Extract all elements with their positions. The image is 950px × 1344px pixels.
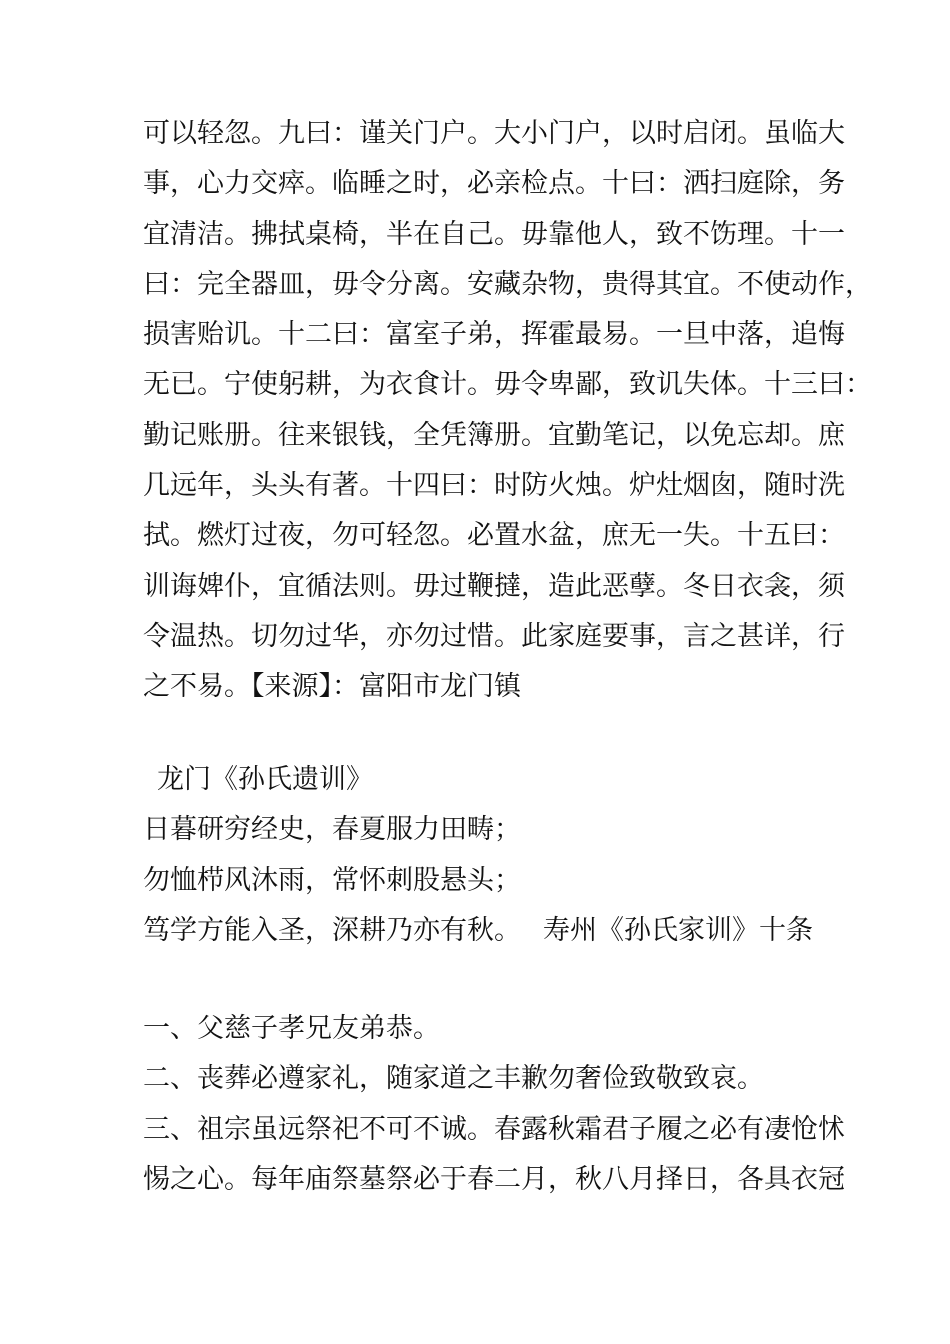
source-line: 之不易。【来源】：富阳市龙门镇	[143, 671, 521, 703]
text-line: 训诲婢仆，宜循法则。毋过鞭撻，造此恶孽。冬日衣衾，须	[143, 570, 845, 602]
text-line: 无已。宁使躬耕，为衣食计。毋令卑鄙，致讥失体。十三曰：	[143, 369, 872, 401]
text-line: 几远年，头头有著。十四曰：时防火烛。炉灶烟囱，随时洗	[143, 470, 845, 502]
text-line: 令温热。切勿过华，亦勿过惜。此家庭要事，言之甚详，行	[143, 620, 845, 652]
poem-line	[143, 906, 813, 956]
text-line: 可以轻忽。九曰：谨关门户。大小门户，以时启闭。虽临大	[143, 118, 845, 149]
poem-line-text: 笃学方能入圣，深耕乃亦有秋。	[143, 914, 521, 946]
section-title: 寿州《孙氏家训》十条	[543, 914, 813, 946]
text-line: 宜清洁。拂拭桌椅，半在自己。毋靠他人，致不饬理。十一	[143, 218, 845, 250]
text-line: 勤记账册。往来银钱，全凭簿册。宜勤笔记，以免忘却。庶	[143, 419, 845, 451]
text-line: 拭。燃灯过夜，勿可轻忽。必置水盆，庶无一失。十五曰：	[143, 520, 845, 552]
poem-section	[143, 755, 813, 956]
list-item: 三、祖宗虽远祭祀不可不诚。春露秋霜君子履之必有凄怆怵	[143, 1113, 845, 1145]
poem-line: 日暮研穷经史，春夏服力田畴；	[143, 814, 521, 846]
poem-line: 勿恤栉风沐雨，常怀刺股悬头；	[143, 864, 521, 896]
poem-title: 龙门《孙氏遗训》	[157, 764, 373, 795]
text-line: 事，心力交瘁。临睡之时，必亲检点。十曰：洒扫庭除，务	[143, 168, 845, 200]
list-item: 二、丧葬必遵家礼，随家道之丰歉勿奢俭致敬致哀。	[143, 1063, 764, 1095]
text-line: 曰：完全器皿，毋令分离。安藏杂物，贵得其宜。不使动作，	[143, 268, 872, 300]
list-item-continuation: 惕之心。每年庙祭墓祭必于春二月，秋八月择日，各具衣冠	[143, 1163, 845, 1195]
list-item: 一、父慈子孝兄友弟恭。	[143, 1013, 440, 1044]
ten-rules-list	[143, 1004, 845, 1205]
family-rules-paragraph	[143, 109, 872, 713]
text-line: 损害贻讥。十二曰：富室子弟，挥霍最易。一旦中落，追悔	[143, 319, 845, 351]
